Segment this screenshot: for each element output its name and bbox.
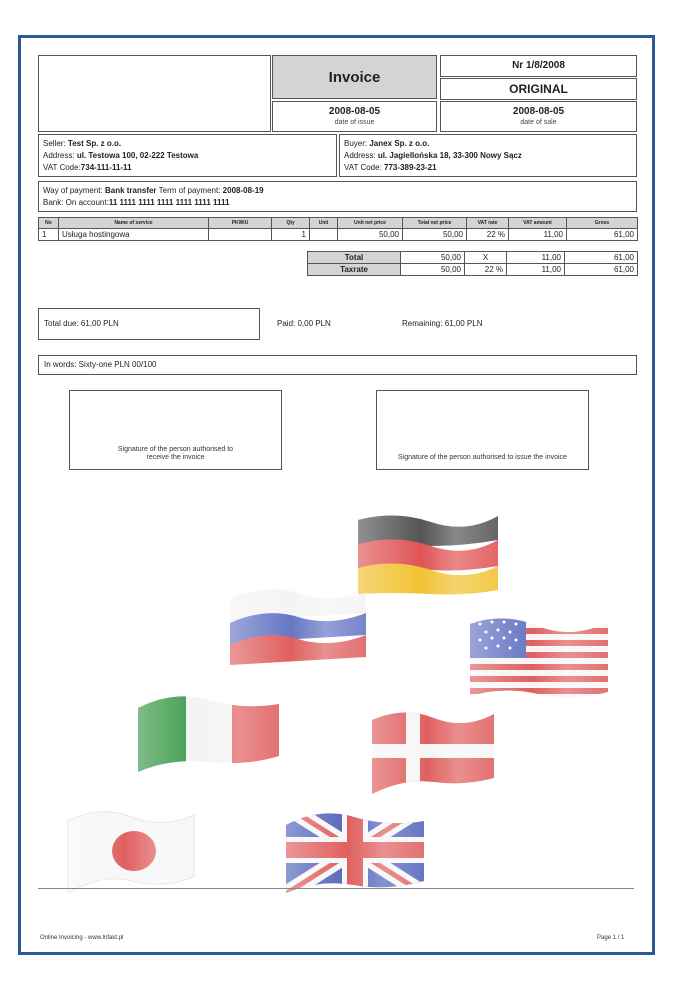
summary-table — [307, 251, 638, 276]
col-header-vat-amount: VAT amount — [509, 218, 567, 229]
cell-gross: 61,00 — [567, 229, 638, 241]
remaining-amount: Remaining: 61,00 PLN — [402, 319, 483, 328]
logo-area — [38, 55, 271, 132]
summary-total-rate: X — [465, 252, 507, 264]
signature-receive-box — [69, 390, 282, 470]
summary-taxrate-row — [308, 264, 638, 276]
summary-total-gross: 61,00 — [565, 252, 638, 264]
buyer-address: ul. Jagiellońska 18, 33-300 Nowy Sącz — [377, 151, 522, 160]
summary-total-row — [308, 252, 638, 264]
signature-issue-box — [376, 390, 589, 470]
cell-vat-amount: 11,00 — [509, 229, 567, 241]
buyer-box — [339, 134, 637, 177]
cell-pkwiu — [209, 229, 272, 241]
uk-flag-image — [284, 805, 426, 895]
payment-term: 2008-08-19 — [222, 186, 264, 195]
payment-way-label: Way of payment: — [43, 186, 103, 195]
germany-flag-image — [356, 508, 501, 603]
summary-total-label: Total — [308, 252, 401, 264]
denmark-flag-image — [370, 706, 496, 796]
col-header-name: Name of service — [59, 218, 209, 229]
col-header-unit-net-price: Unit net price — [338, 218, 403, 229]
buyer-vat-label: VAT Code: — [344, 163, 382, 172]
invoice-number: Nr 1/8/2008 — [440, 55, 637, 77]
cell-unit-net-price: 50,00 — [338, 229, 403, 241]
italy-flag-image — [136, 690, 281, 772]
signature-issue-label: Signature of the person authorised to issue the invoice — [398, 454, 567, 461]
cell-unit — [310, 229, 338, 241]
paid-amount: Paid: 0,00 PLN — [277, 319, 331, 328]
in-words: In words: Sixty-one PLN 00/100 — [44, 360, 157, 369]
russia-flag-image — [228, 583, 368, 665]
col-header-gross: Gross — [567, 218, 638, 229]
summary-taxrate-gross: 61,00 — [565, 264, 638, 276]
cell-qty: 1 — [272, 229, 310, 241]
issue-date-label: date of issue — [334, 119, 375, 126]
cell-total-net-price: 50,00 — [403, 229, 467, 241]
cell-name: Usługa hostingowa — [59, 229, 209, 241]
seller-name-label: Seller: — [43, 139, 66, 148]
bank-account: 11 1111 1111 1111 1111 1111 1111 — [108, 198, 230, 207]
cell-vat-rate: 22 % — [467, 229, 509, 241]
footer-site: Online Invoicing - www.Infakt.pl — [40, 935, 124, 941]
buyer-address-label: Address: — [344, 151, 376, 160]
seller-address-label: Address: — [43, 151, 75, 160]
footer-divider — [38, 888, 634, 889]
col-header-total-net-price: Total net price — [403, 218, 467, 229]
total-due-box — [38, 308, 260, 340]
summary-taxrate-label: Taxrate — [308, 264, 401, 276]
issue-date-box — [272, 101, 437, 132]
sale-date: 2008-08-05 — [512, 106, 565, 117]
summary-total-vat: 11,00 — [507, 252, 565, 264]
in-words-box — [38, 355, 637, 375]
seller-vat: 734-111-11-11 — [80, 163, 132, 172]
seller-box — [38, 134, 337, 177]
buyer-vat: 773-389-23-21 — [384, 163, 437, 172]
table-header-row — [39, 218, 638, 229]
summary-total-net: 50,00 — [401, 252, 465, 264]
seller-address: ul. Testowa 100, 02-222 Testowa — [76, 151, 199, 160]
bank-label: Bank: On account: — [43, 198, 109, 207]
payment-term-label: Term of payment: — [158, 186, 221, 195]
col-header-vat-rate: VAT rate — [467, 218, 509, 229]
col-header-pkwiu: PKWiU — [209, 218, 272, 229]
col-header-unit: Unit — [310, 218, 338, 229]
total-due: Total due: 61,00 PLN — [44, 319, 119, 328]
seller-vat-label: VAT Code: — [43, 163, 81, 172]
footer-page: Page 1 / 1 — [597, 935, 625, 941]
col-header-no: No — [39, 218, 59, 229]
summary-taxrate-net: 50,00 — [401, 264, 465, 276]
buyer-name-label: Buyer: — [344, 139, 368, 148]
buyer-name: Janex Sp. z o.o. — [369, 139, 430, 148]
usa-flag-image — [468, 612, 610, 704]
sale-date-box — [440, 101, 637, 132]
issue-date: 2008-08-05 — [328, 106, 381, 117]
col-header-qty: Qty — [272, 218, 310, 229]
summary-taxrate-vat: 11,00 — [507, 264, 565, 276]
copy-label: ORIGINAL — [440, 78, 637, 100]
payment-way: Bank transfer — [104, 186, 157, 195]
seller-name: Test Sp. z o.o. — [67, 139, 122, 148]
document-title: Invoice — [272, 55, 437, 99]
payment-box — [38, 181, 637, 212]
signature-receive-label: Signature of the person authorised to receive the invoice — [117, 446, 234, 461]
sale-date-label: date of sale — [520, 119, 557, 126]
japan-flag-image — [66, 805, 196, 893]
items-table — [38, 217, 638, 241]
cell-no: 1 — [39, 229, 59, 241]
table-row — [39, 229, 638, 241]
summary-taxrate-rate: 22 % — [465, 264, 507, 276]
